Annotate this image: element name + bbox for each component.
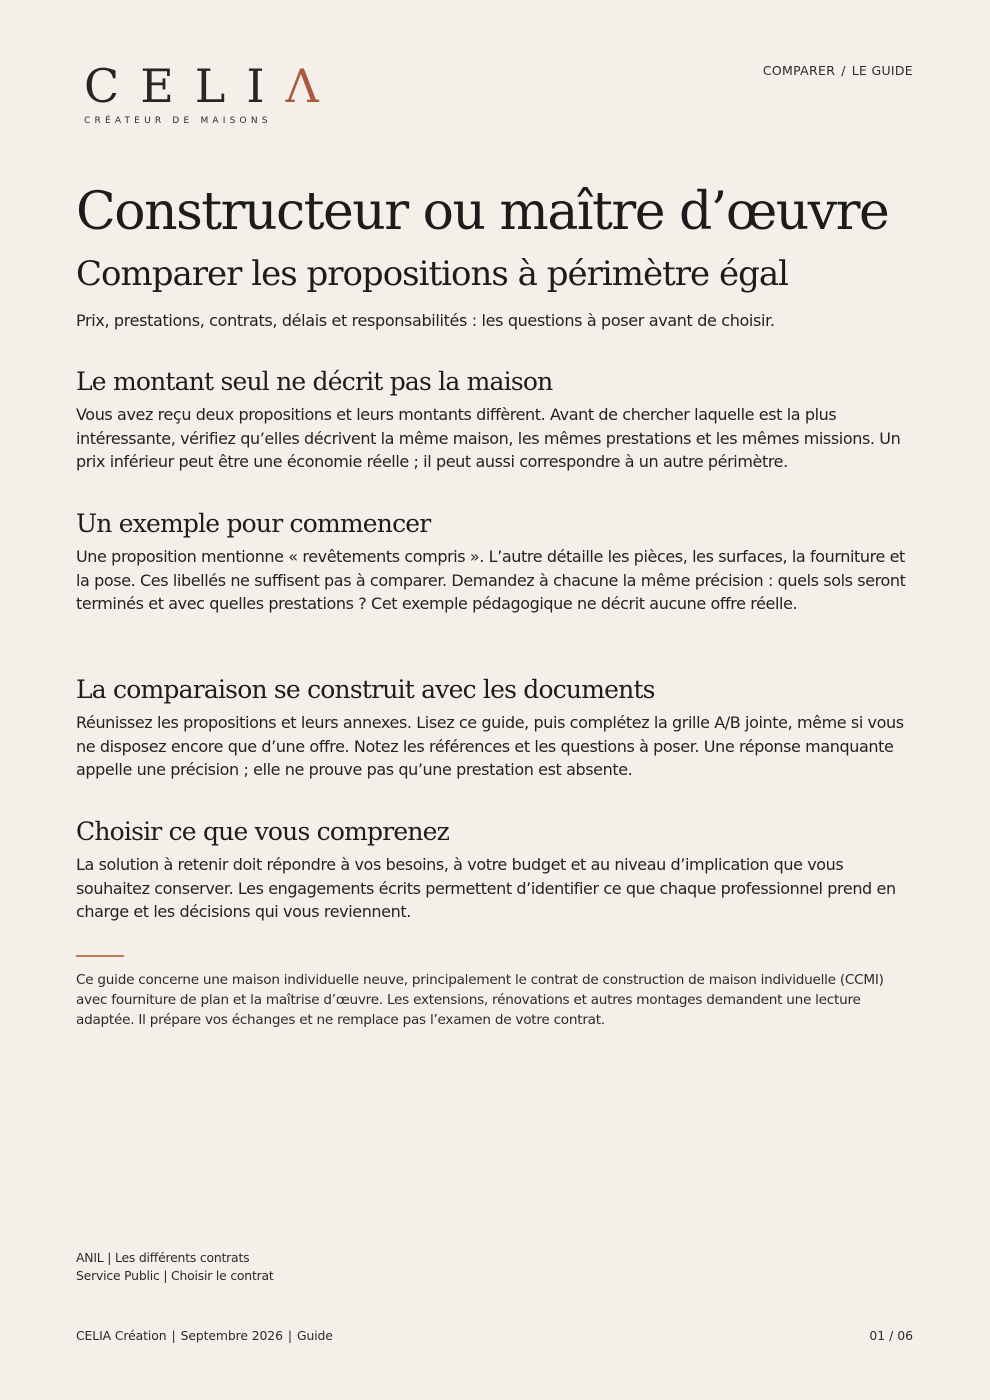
section-choisir [76, 815, 916, 924]
source-link-anil[interactable]: ANIL | Les différents contrats [76, 1250, 250, 1265]
breadcrumb [763, 63, 913, 78]
section-montant [76, 365, 916, 474]
page-title: Constructeur ou maître d’œuvre [76, 182, 889, 242]
logo-accent-glyph: Λ [285, 59, 340, 113]
breadcrumb-item-compare[interactable]: COMPARER [762, 63, 836, 78]
section-body: La solution à retenir doit répondre à vos besoins, à votre budget et au niveau d’implication que vous souhaitez conserver. Les engagements écrits permettent d’identifier ce que chaque professionnel prend en charge et les décisions qui vous reviennent. [76, 855, 896, 922]
footer-separator: | [171, 1328, 176, 1343]
section-heading: Choisir ce que vous comprenez [76, 817, 450, 846]
logo-tagline: CRÉATEUR DE MAISONS [84, 116, 272, 126]
celia-logo[interactable] [84, 59, 340, 126]
logo-wordmark [84, 59, 340, 113]
section-body: Réunissez les propositions et leurs annexes. Lisez ce guide, puis complétez la grille A/B jointe, même si vous ne disposez encore que d’une offre. Notez les références et les questions à poser. Une réponse manquante appelle une précision ; elle ne prouve pas qu’une prestation est absente. [76, 713, 904, 780]
section-documents [76, 673, 916, 782]
footer-date: Septembre 2026 [180, 1328, 283, 1343]
footer-meta [76, 1328, 333, 1343]
page-number: 01 / 06 [869, 1328, 913, 1343]
section-body: Vous avez reçu deux propositions et leurs montants diffèrent. Avant de chercher laquelle est la plus intéressante, vérifiez qu’elles décrivent la même maison, les mêmes prestations et les mêmes missions. Un prix inférieur peut être une économie réelle ; il peut aussi correspondre à un autre périmètre. [76, 405, 901, 472]
page-subtitle: Comparer les propositions à périmètre égal [76, 254, 788, 294]
section-exemple [76, 507, 916, 616]
footer-separator: | [287, 1328, 292, 1343]
source-link-service-public[interactable]: Service Public | Choisir le contrat [76, 1267, 274, 1283]
section-heading: Un exemple pour commencer [76, 509, 431, 538]
breadcrumb-separator: / [841, 63, 846, 78]
intro-text: Prix, prestations, contrats, délais et responsabilités : les questions à poser avant de choisir. [76, 311, 775, 330]
logo-word-main: CELI [84, 59, 286, 113]
scope-note: Ce guide concerne une maison individuelle neuve, principalement le contrat de construction de maison individuelle (CCMI) avec fourniture de plan et la maîtrise d’œuvre. Les extensions, rénovations et autres montages demandent une lecture adaptée. Il prépare vos échanges et ne remplace pas l’examen de votre contrat. [76, 972, 884, 1028]
sources-list [76, 1249, 274, 1284]
breadcrumb-item-guide[interactable]: LE GUIDE [851, 63, 913, 78]
footer-brand: CELIA Création [76, 1328, 167, 1343]
section-heading: Le montant seul ne décrit pas la maison [76, 367, 553, 396]
section-heading: La comparaison se construit avec les documents [76, 675, 655, 704]
footer-doc-type: Guide [296, 1328, 333, 1343]
accent-divider [76, 955, 124, 957]
section-body: Une proposition mentionne « revêtements compris ». L’autre détaille les pièces, les surfaces, la fourniture et la pose. Ces libellés ne suffisent pas à comparer. Demandez à chacune la même précision : quels sols seront terminés et avec quelles prestations ? Cet exemple pédagogique ne décrit aucune offre réelle. [76, 547, 906, 614]
